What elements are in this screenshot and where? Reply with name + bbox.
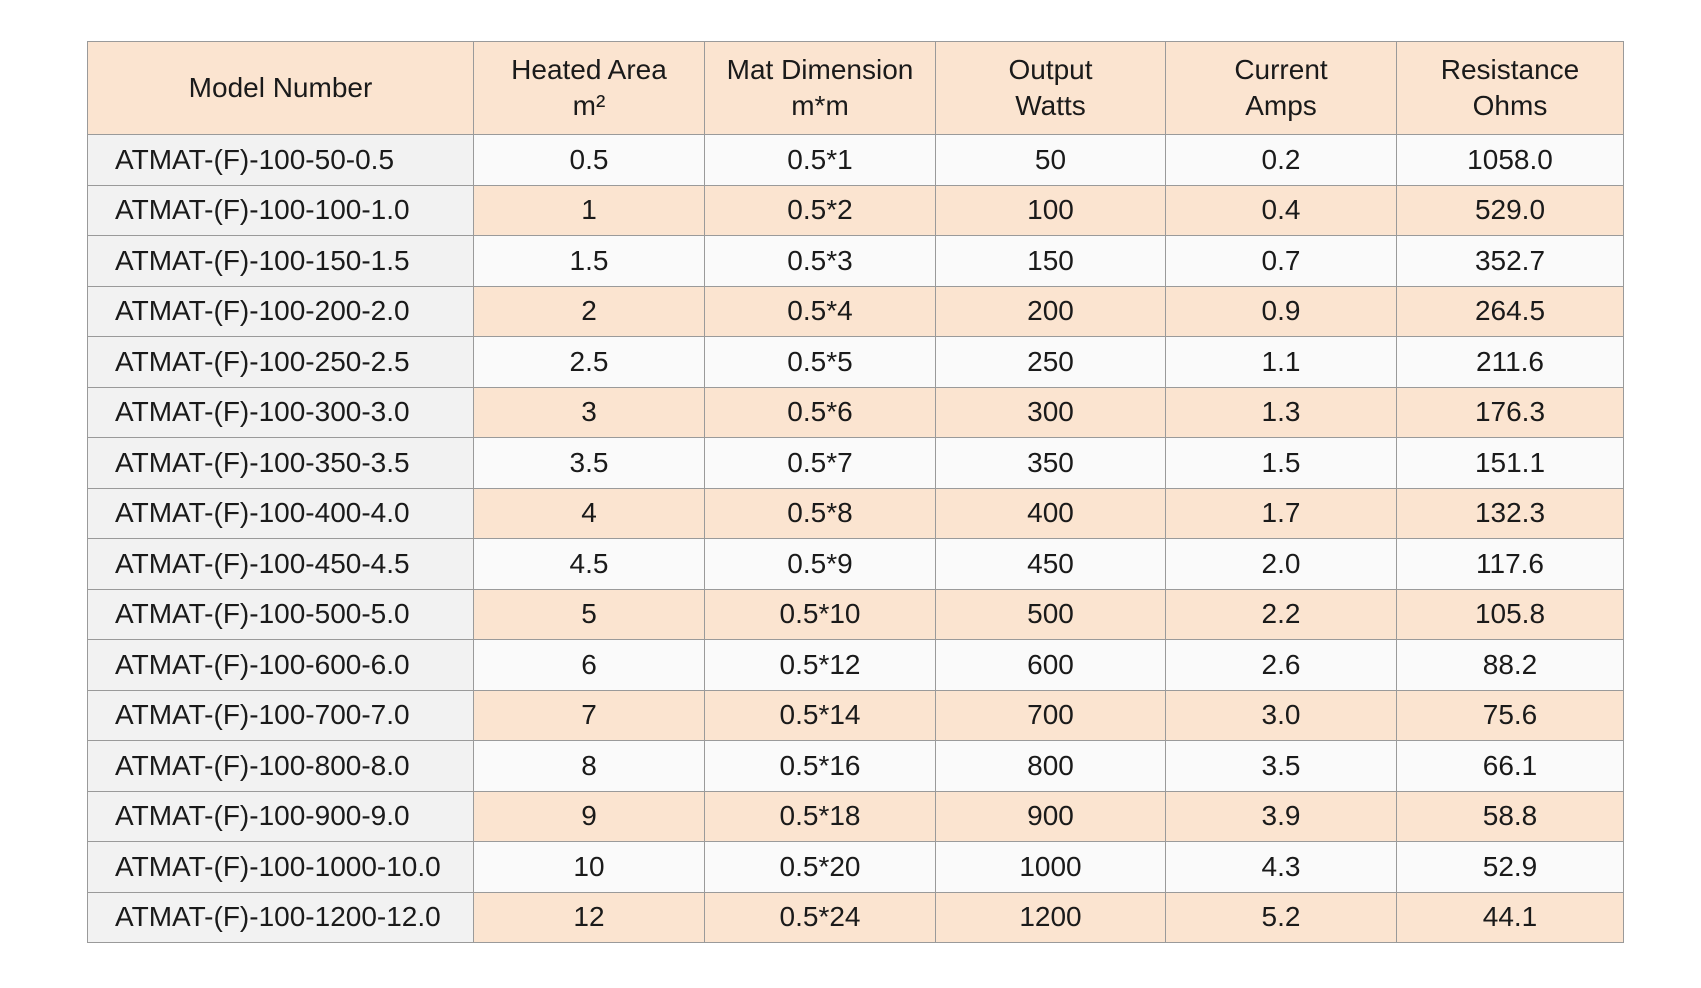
cell-model-number: ATMAT-(F)-100-100-1.0 — [88, 185, 474, 236]
cell-resistance-ohms: 176.3 — [1397, 387, 1624, 438]
cell-resistance-ohms: 151.1 — [1397, 438, 1624, 489]
cell-resistance-ohms: 352.7 — [1397, 236, 1624, 287]
cell-heated-area: 3 — [474, 387, 705, 438]
cell-resistance-ohms: 44.1 — [1397, 892, 1624, 943]
table-row — [88, 337, 1624, 388]
cell-heated-area: 7 — [474, 690, 705, 741]
cell-current-amps: 0.9 — [1166, 286, 1397, 337]
header-current — [1166, 42, 1397, 135]
table-row — [88, 185, 1624, 236]
cell-mat-dimension: 0.5*12 — [705, 640, 936, 691]
cell-mat-dimension: 0.5*9 — [705, 539, 936, 590]
table-body — [88, 135, 1624, 943]
cell-output-watts: 600 — [936, 640, 1166, 691]
cell-model-number: ATMAT-(F)-100-300-3.0 — [88, 387, 474, 438]
cell-model-number: ATMAT-(F)-100-150-1.5 — [88, 236, 474, 287]
cell-mat-dimension: 0.5*14 — [705, 690, 936, 741]
cell-resistance-ohms: 529.0 — [1397, 185, 1624, 236]
cell-heated-area: 10 — [474, 842, 705, 893]
cell-output-watts: 1000 — [936, 842, 1166, 893]
cell-heated-area: 6 — [474, 640, 705, 691]
cell-model-number: ATMAT-(F)-100-450-4.5 — [88, 539, 474, 590]
cell-current-amps: 1.7 — [1166, 488, 1397, 539]
cell-current-amps: 2.0 — [1166, 539, 1397, 590]
cell-current-amps: 1.5 — [1166, 438, 1397, 489]
table-row — [88, 488, 1624, 539]
cell-model-number: ATMAT-(F)-100-800-8.0 — [88, 741, 474, 792]
header-label: Output — [1008, 54, 1093, 85]
cell-model-number: ATMAT-(F)-100-350-3.5 — [88, 438, 474, 489]
header-resistance — [1397, 42, 1624, 135]
header-unit: Ohms — [1472, 90, 1548, 121]
cell-model-number: ATMAT-(F)-100-1200-12.0 — [88, 892, 474, 943]
cell-mat-dimension: 0.5*5 — [705, 337, 936, 388]
cell-heated-area: 3.5 — [474, 438, 705, 489]
cell-heated-area: 2 — [474, 286, 705, 337]
cell-output-watts: 1200 — [936, 892, 1166, 943]
cell-heated-area: 1.5 — [474, 236, 705, 287]
header-output — [936, 42, 1166, 135]
cell-model-number: ATMAT-(F)-100-250-2.5 — [88, 337, 474, 388]
cell-mat-dimension: 0.5*6 — [705, 387, 936, 438]
table-row — [88, 438, 1624, 489]
table-row — [88, 842, 1624, 893]
cell-resistance-ohms: 1058.0 — [1397, 135, 1624, 186]
cell-mat-dimension: 0.5*10 — [705, 589, 936, 640]
header-mat-dimension — [705, 42, 936, 135]
cell-heated-area: 8 — [474, 741, 705, 792]
header-label: Mat Dimension — [726, 54, 914, 85]
table-header-row — [88, 42, 1624, 135]
cell-current-amps: 1.3 — [1166, 387, 1397, 438]
table-row — [88, 640, 1624, 691]
cell-heated-area: 5 — [474, 589, 705, 640]
cell-current-amps: 0.2 — [1166, 135, 1397, 186]
cell-mat-dimension: 0.5*8 — [705, 488, 936, 539]
cell-resistance-ohms: 88.2 — [1397, 640, 1624, 691]
cell-heated-area: 4.5 — [474, 539, 705, 590]
header-unit: Amps — [1245, 90, 1317, 121]
cell-output-watts: 500 — [936, 589, 1166, 640]
cell-heated-area: 2.5 — [474, 337, 705, 388]
cell-heated-area: 0.5 — [474, 135, 705, 186]
cell-output-watts: 100 — [936, 185, 1166, 236]
header-label: Current — [1234, 54, 1328, 85]
header-unit: Watts — [1015, 90, 1086, 121]
cell-current-amps: 4.3 — [1166, 842, 1397, 893]
table-row — [88, 236, 1624, 287]
cell-resistance-ohms: 105.8 — [1397, 589, 1624, 640]
table-row — [88, 892, 1624, 943]
cell-output-watts: 300 — [936, 387, 1166, 438]
cell-output-watts: 250 — [936, 337, 1166, 388]
cell-current-amps: 3.9 — [1166, 791, 1397, 842]
cell-output-watts: 800 — [936, 741, 1166, 792]
cell-output-watts: 50 — [936, 135, 1166, 186]
cell-resistance-ohms: 264.5 — [1397, 286, 1624, 337]
cell-model-number: ATMAT-(F)-100-200-2.0 — [88, 286, 474, 337]
header-model-number — [88, 42, 474, 135]
cell-model-number: ATMAT-(F)-100-50-0.5 — [88, 135, 474, 186]
cell-output-watts: 450 — [936, 539, 1166, 590]
cell-output-watts: 150 — [936, 236, 1166, 287]
cell-current-amps: 3.0 — [1166, 690, 1397, 741]
cell-model-number: ATMAT-(F)-100-700-7.0 — [88, 690, 474, 741]
cell-heated-area: 1 — [474, 185, 705, 236]
cell-mat-dimension: 0.5*20 — [705, 842, 936, 893]
cell-mat-dimension: 0.5*2 — [705, 185, 936, 236]
cell-resistance-ohms: 117.6 — [1397, 539, 1624, 590]
header-label: Heated Area — [511, 54, 667, 85]
cell-resistance-ohms: 66.1 — [1397, 741, 1624, 792]
spec-table-container — [87, 41, 1623, 943]
cell-output-watts: 200 — [936, 286, 1166, 337]
cell-resistance-ohms: 52.9 — [1397, 842, 1624, 893]
cell-current-amps: 0.7 — [1166, 236, 1397, 287]
table-row — [88, 387, 1624, 438]
cell-current-amps: 3.5 — [1166, 741, 1397, 792]
spec-table — [87, 41, 1624, 943]
cell-heated-area: 4 — [474, 488, 705, 539]
cell-resistance-ohms: 132.3 — [1397, 488, 1624, 539]
cell-mat-dimension: 0.5*16 — [705, 741, 936, 792]
cell-model-number: ATMAT-(F)-100-900-9.0 — [88, 791, 474, 842]
cell-resistance-ohms: 211.6 — [1397, 337, 1624, 388]
header-unit: m² — [572, 90, 606, 121]
table-row — [88, 589, 1624, 640]
table-row — [88, 791, 1624, 842]
cell-output-watts: 400 — [936, 488, 1166, 539]
table-row — [88, 286, 1624, 337]
cell-current-amps: 2.6 — [1166, 640, 1397, 691]
cell-mat-dimension: 0.5*4 — [705, 286, 936, 337]
cell-current-amps: 5.2 — [1166, 892, 1397, 943]
cell-output-watts: 900 — [936, 791, 1166, 842]
cell-current-amps: 2.2 — [1166, 589, 1397, 640]
cell-model-number: ATMAT-(F)-100-600-6.0 — [88, 640, 474, 691]
cell-mat-dimension: 0.5*18 — [705, 791, 936, 842]
cell-output-watts: 350 — [936, 438, 1166, 489]
table-row — [88, 539, 1624, 590]
cell-model-number: ATMAT-(F)-100-1000-10.0 — [88, 842, 474, 893]
table-row — [88, 690, 1624, 741]
header-label: Model Number — [188, 72, 373, 103]
cell-current-amps: 1.1 — [1166, 337, 1397, 388]
cell-resistance-ohms: 75.6 — [1397, 690, 1624, 741]
cell-mat-dimension: 0.5*3 — [705, 236, 936, 287]
cell-current-amps: 0.4 — [1166, 185, 1397, 236]
cell-mat-dimension: 0.5*24 — [705, 892, 936, 943]
cell-mat-dimension: 0.5*7 — [705, 438, 936, 489]
cell-output-watts: 700 — [936, 690, 1166, 741]
cell-model-number: ATMAT-(F)-100-400-4.0 — [88, 488, 474, 539]
cell-resistance-ohms: 58.8 — [1397, 791, 1624, 842]
cell-model-number: ATMAT-(F)-100-500-5.0 — [88, 589, 474, 640]
table-row — [88, 741, 1624, 792]
table-row — [88, 135, 1624, 186]
cell-heated-area: 9 — [474, 791, 705, 842]
header-unit: m*m — [791, 90, 849, 121]
header-label: Resistance — [1440, 54, 1580, 85]
cell-mat-dimension: 0.5*1 — [705, 135, 936, 186]
header-heated-area — [474, 42, 705, 135]
cell-heated-area: 12 — [474, 892, 705, 943]
